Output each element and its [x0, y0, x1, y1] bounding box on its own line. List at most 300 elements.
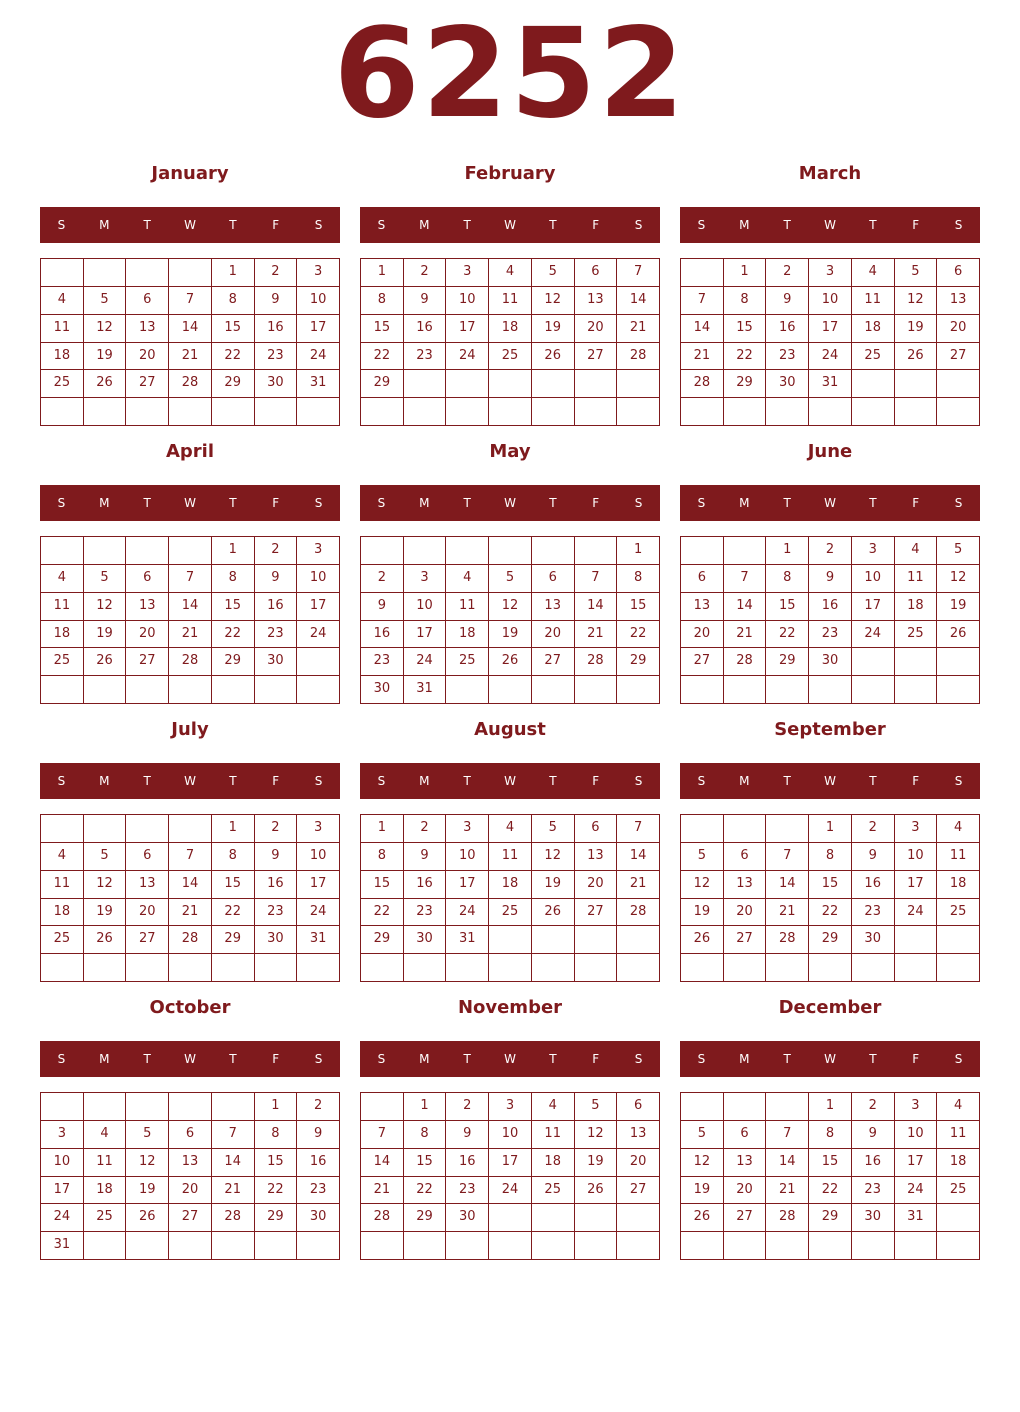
- weekday-label: M: [739, 774, 750, 788]
- day-cell: 22: [212, 621, 255, 649]
- day-cell: 26: [84, 370, 127, 398]
- day-cell: 12: [84, 593, 127, 621]
- day-cell: 20: [532, 621, 575, 649]
- empty-day-cell: [937, 648, 980, 676]
- day-cell: 14: [575, 593, 618, 621]
- day-cell: 4: [41, 287, 84, 315]
- day-cell: 3: [297, 537, 340, 565]
- weekday-label: T: [549, 496, 557, 510]
- empty-day-cell: [169, 398, 212, 426]
- day-cell: 8: [255, 1121, 298, 1149]
- day-cell: 30: [255, 926, 298, 954]
- empty-day-cell: [895, 1232, 938, 1260]
- day-cell: 11: [489, 843, 532, 871]
- day-cell: 22: [361, 899, 404, 927]
- day-cell: 21: [617, 871, 660, 899]
- weekday-label: T: [783, 496, 791, 510]
- day-cell: 10: [809, 287, 852, 315]
- weekday-label: F: [912, 218, 920, 232]
- day-cell: 22: [255, 1177, 298, 1205]
- day-cell: 10: [297, 287, 340, 315]
- day-cell: 7: [724, 565, 767, 593]
- empty-day-cell: [297, 1232, 340, 1260]
- empty-day-cell: [169, 815, 212, 843]
- empty-day-cell: [489, 537, 532, 565]
- day-cell: 28: [212, 1204, 255, 1232]
- empty-day-cell: [532, 537, 575, 565]
- weekday-header: [40, 1041, 340, 1077]
- day-cell: 2: [766, 259, 809, 287]
- day-cell: 25: [895, 621, 938, 649]
- empty-day-cell: [575, 926, 618, 954]
- empty-day-cell: [937, 1232, 980, 1260]
- empty-day-cell: [84, 259, 127, 287]
- day-cell: 18: [489, 315, 532, 343]
- empty-day-cell: [617, 1232, 660, 1260]
- day-cell: 17: [895, 871, 938, 899]
- weekday-label: S: [57, 774, 66, 788]
- day-cell: 29: [361, 926, 404, 954]
- day-cell: 23: [297, 1177, 340, 1205]
- empty-day-cell: [126, 259, 169, 287]
- day-cell: 16: [255, 315, 298, 343]
- month-name: May: [489, 441, 531, 462]
- weekday-header: [360, 1041, 660, 1077]
- empty-day-cell: [575, 1232, 618, 1260]
- weekday-label: F: [272, 774, 280, 788]
- day-cell: 26: [575, 1177, 618, 1205]
- weekday-label: M: [419, 1052, 430, 1066]
- weekday-label: S: [634, 1052, 643, 1066]
- day-cell: 2: [404, 259, 447, 287]
- weekday-label: W: [184, 218, 196, 232]
- empty-day-cell: [681, 537, 724, 565]
- weekday-label: F: [592, 774, 600, 788]
- day-cell: 9: [809, 565, 852, 593]
- empty-day-cell: [532, 954, 575, 982]
- day-cell: 1: [809, 1093, 852, 1121]
- day-cell: 5: [532, 259, 575, 287]
- empty-day-cell: [532, 1204, 575, 1232]
- day-cell: 25: [489, 343, 532, 371]
- day-cell: 1: [617, 537, 660, 565]
- empty-day-cell: [297, 676, 340, 704]
- day-cell: 17: [41, 1177, 84, 1205]
- weekday-label: S: [57, 1052, 66, 1066]
- weekday-header: [40, 207, 340, 243]
- empty-day-cell: [361, 398, 404, 426]
- empty-day-cell: [532, 398, 575, 426]
- weekday-label: T: [229, 218, 237, 232]
- day-cell: 18: [489, 871, 532, 899]
- day-cell: 16: [809, 593, 852, 621]
- day-cell: 12: [681, 871, 724, 899]
- empty-day-cell: [681, 954, 724, 982]
- month-name: June: [807, 441, 853, 462]
- weekday-label: S: [314, 774, 323, 788]
- day-cell: 4: [41, 843, 84, 871]
- day-cell: 17: [895, 1149, 938, 1177]
- empty-day-cell: [84, 1093, 127, 1121]
- day-cell: 24: [809, 343, 852, 371]
- weekday-label: M: [99, 1052, 110, 1066]
- day-cell: 4: [489, 815, 532, 843]
- day-cell: 28: [766, 926, 809, 954]
- day-cell: 3: [297, 815, 340, 843]
- empty-day-cell: [404, 370, 447, 398]
- day-cell: 23: [361, 648, 404, 676]
- weekday-label: S: [377, 496, 386, 510]
- weekday-label: T: [549, 218, 557, 232]
- day-cell: 26: [84, 648, 127, 676]
- empty-day-cell: [766, 954, 809, 982]
- weekday-header: [40, 485, 340, 521]
- day-cell: 11: [41, 871, 84, 899]
- empty-day-cell: [617, 954, 660, 982]
- day-grid: [40, 1092, 340, 1260]
- weekday-label: S: [57, 496, 66, 510]
- weekday-label: T: [783, 218, 791, 232]
- empty-day-cell: [212, 1093, 255, 1121]
- weekday-label: S: [954, 774, 963, 788]
- empty-day-cell: [809, 954, 852, 982]
- day-cell: 19: [84, 899, 127, 927]
- day-cell: 6: [532, 565, 575, 593]
- empty-day-cell: [575, 370, 618, 398]
- day-cell: 25: [446, 648, 489, 676]
- day-cell: 9: [361, 593, 404, 621]
- day-cell: 9: [255, 287, 298, 315]
- weekday-header: [680, 763, 980, 799]
- empty-day-cell: [532, 926, 575, 954]
- day-cell: 7: [681, 287, 724, 315]
- day-cell: 5: [532, 815, 575, 843]
- day-cell: 13: [126, 315, 169, 343]
- day-cell: 10: [446, 843, 489, 871]
- day-cell: 8: [617, 565, 660, 593]
- month-name: August: [474, 719, 546, 740]
- day-cell: 28: [575, 648, 618, 676]
- day-cell: 14: [617, 287, 660, 315]
- empty-day-cell: [766, 398, 809, 426]
- empty-day-cell: [446, 398, 489, 426]
- day-cell: 15: [361, 871, 404, 899]
- day-cell: 22: [724, 343, 767, 371]
- empty-day-cell: [361, 537, 404, 565]
- day-cell: 18: [84, 1177, 127, 1205]
- empty-day-cell: [852, 398, 895, 426]
- day-cell: 1: [361, 259, 404, 287]
- day-cell: 27: [575, 899, 618, 927]
- day-cell: 9: [255, 843, 298, 871]
- day-cell: 7: [575, 565, 618, 593]
- day-cell: 2: [809, 537, 852, 565]
- day-cell: 22: [212, 343, 255, 371]
- day-cell: 19: [84, 343, 127, 371]
- day-cell: 21: [169, 343, 212, 371]
- weekday-label: T: [463, 1052, 471, 1066]
- empty-day-cell: [809, 1232, 852, 1260]
- empty-day-cell: [895, 398, 938, 426]
- day-cell: 11: [937, 1121, 980, 1149]
- day-cell: 1: [809, 815, 852, 843]
- day-cell: 4: [84, 1121, 127, 1149]
- empty-day-cell: [84, 398, 127, 426]
- day-cell: 17: [404, 621, 447, 649]
- day-cell: 17: [297, 315, 340, 343]
- day-cell: 19: [575, 1149, 618, 1177]
- day-cell: 11: [852, 287, 895, 315]
- empty-day-cell: [937, 676, 980, 704]
- empty-day-cell: [532, 676, 575, 704]
- day-cell: 9: [404, 843, 447, 871]
- day-cell: 23: [255, 621, 298, 649]
- day-cell: 12: [84, 315, 127, 343]
- empty-day-cell: [724, 954, 767, 982]
- day-grid: [680, 1092, 980, 1260]
- day-cell: 30: [361, 676, 404, 704]
- day-cell: 27: [126, 648, 169, 676]
- day-cell: 31: [446, 926, 489, 954]
- day-cell: 25: [84, 1204, 127, 1232]
- day-grid: [360, 258, 660, 426]
- day-cell: 8: [766, 565, 809, 593]
- day-cell: 5: [126, 1121, 169, 1149]
- day-cell: 15: [617, 593, 660, 621]
- day-cell: 15: [361, 315, 404, 343]
- day-cell: 4: [489, 259, 532, 287]
- day-grid: [680, 536, 980, 704]
- empty-day-cell: [617, 370, 660, 398]
- day-cell: 21: [724, 621, 767, 649]
- weekday-label: M: [99, 218, 110, 232]
- weekday-label: S: [634, 774, 643, 788]
- empty-day-cell: [532, 1232, 575, 1260]
- day-cell: 1: [404, 1093, 447, 1121]
- day-cell: 6: [575, 259, 618, 287]
- day-grid: [680, 258, 980, 426]
- day-cell: 12: [84, 871, 127, 899]
- weekday-label: S: [377, 774, 386, 788]
- day-cell: 2: [852, 1093, 895, 1121]
- day-cell: 9: [404, 287, 447, 315]
- day-cell: 18: [41, 899, 84, 927]
- day-cell: 15: [212, 315, 255, 343]
- weekday-label: T: [143, 496, 151, 510]
- empty-day-cell: [724, 537, 767, 565]
- day-cell: 5: [895, 259, 938, 287]
- empty-day-cell: [169, 676, 212, 704]
- weekday-label: W: [504, 1052, 516, 1066]
- day-cell: 24: [895, 1177, 938, 1205]
- weekday-label: T: [463, 496, 471, 510]
- day-cell: 20: [126, 621, 169, 649]
- weekday-label: T: [229, 1052, 237, 1066]
- day-cell: 4: [937, 1093, 980, 1121]
- day-cell: 11: [446, 593, 489, 621]
- day-cell: 21: [766, 1177, 809, 1205]
- day-cell: 8: [809, 843, 852, 871]
- day-cell: 27: [937, 343, 980, 371]
- weekday-label: T: [869, 218, 877, 232]
- day-cell: 7: [212, 1121, 255, 1149]
- day-cell: 1: [212, 259, 255, 287]
- weekday-label: T: [143, 218, 151, 232]
- day-cell: 15: [404, 1149, 447, 1177]
- day-cell: 10: [489, 1121, 532, 1149]
- day-cell: 7: [169, 565, 212, 593]
- empty-day-cell: [575, 954, 618, 982]
- weekday-label: S: [634, 218, 643, 232]
- day-cell: 16: [361, 621, 404, 649]
- day-cell: 26: [84, 926, 127, 954]
- day-cell: 28: [681, 370, 724, 398]
- empty-day-cell: [41, 398, 84, 426]
- empty-day-cell: [255, 954, 298, 982]
- empty-day-cell: [41, 954, 84, 982]
- day-cell: 23: [255, 343, 298, 371]
- day-cell: 19: [681, 1177, 724, 1205]
- empty-day-cell: [852, 1232, 895, 1260]
- day-cell: 14: [681, 315, 724, 343]
- day-cell: 10: [852, 565, 895, 593]
- empty-day-cell: [255, 1232, 298, 1260]
- empty-day-cell: [937, 926, 980, 954]
- day-cell: 1: [724, 259, 767, 287]
- day-cell: 13: [617, 1121, 660, 1149]
- day-cell: 20: [575, 315, 618, 343]
- day-cell: 6: [617, 1093, 660, 1121]
- empty-day-cell: [84, 676, 127, 704]
- weekday-label: T: [869, 496, 877, 510]
- empty-day-cell: [766, 676, 809, 704]
- empty-day-cell: [575, 398, 618, 426]
- day-cell: 19: [895, 315, 938, 343]
- day-cell: 30: [297, 1204, 340, 1232]
- day-cell: 29: [809, 1204, 852, 1232]
- day-cell: 10: [297, 843, 340, 871]
- day-cell: 31: [297, 926, 340, 954]
- weekday-label: S: [377, 1052, 386, 1066]
- day-cell: 29: [766, 648, 809, 676]
- empty-day-cell: [489, 1232, 532, 1260]
- empty-day-cell: [212, 398, 255, 426]
- day-cell: 9: [766, 287, 809, 315]
- day-grid: [40, 814, 340, 982]
- weekday-label: W: [824, 774, 836, 788]
- day-cell: 13: [126, 593, 169, 621]
- empty-day-cell: [41, 1093, 84, 1121]
- day-cell: 20: [681, 621, 724, 649]
- day-cell: 9: [297, 1121, 340, 1149]
- weekday-label: T: [783, 774, 791, 788]
- day-cell: 17: [297, 593, 340, 621]
- day-cell: 29: [212, 926, 255, 954]
- day-cell: 17: [852, 593, 895, 621]
- day-cell: 19: [489, 621, 532, 649]
- day-cell: 10: [297, 565, 340, 593]
- day-cell: 9: [255, 565, 298, 593]
- day-cell: 22: [766, 621, 809, 649]
- empty-day-cell: [681, 1232, 724, 1260]
- day-cell: 2: [297, 1093, 340, 1121]
- day-cell: 10: [404, 593, 447, 621]
- empty-day-cell: [126, 537, 169, 565]
- empty-day-cell: [446, 954, 489, 982]
- empty-day-cell: [937, 1204, 980, 1232]
- weekday-header: [360, 763, 660, 799]
- day-cell: 12: [681, 1149, 724, 1177]
- day-cell: 27: [617, 1177, 660, 1205]
- day-cell: 27: [681, 648, 724, 676]
- empty-day-cell: [446, 537, 489, 565]
- empty-day-cell: [126, 815, 169, 843]
- empty-day-cell: [404, 537, 447, 565]
- empty-day-cell: [446, 1232, 489, 1260]
- day-cell: 22: [617, 621, 660, 649]
- day-cell: 28: [169, 926, 212, 954]
- weekday-label: S: [314, 218, 323, 232]
- weekday-label: F: [592, 496, 600, 510]
- day-cell: 13: [126, 871, 169, 899]
- empty-day-cell: [404, 954, 447, 982]
- day-cell: 13: [575, 287, 618, 315]
- day-cell: 18: [41, 343, 84, 371]
- day-cell: 6: [937, 259, 980, 287]
- day-cell: 16: [766, 315, 809, 343]
- day-cell: 26: [532, 899, 575, 927]
- day-cell: 24: [297, 899, 340, 927]
- day-cell: 4: [532, 1093, 575, 1121]
- day-cell: 26: [895, 343, 938, 371]
- day-grid: [680, 814, 980, 982]
- empty-day-cell: [84, 954, 127, 982]
- day-cell: 19: [532, 871, 575, 899]
- day-cell: 25: [532, 1177, 575, 1205]
- day-cell: 12: [937, 565, 980, 593]
- day-cell: 8: [212, 843, 255, 871]
- day-cell: 1: [212, 537, 255, 565]
- empty-day-cell: [617, 926, 660, 954]
- day-cell: 26: [532, 343, 575, 371]
- empty-day-cell: [41, 537, 84, 565]
- day-cell: 7: [766, 1121, 809, 1149]
- empty-day-cell: [852, 676, 895, 704]
- weekday-label: S: [954, 218, 963, 232]
- weekday-label: M: [419, 496, 430, 510]
- day-cell: 13: [724, 1149, 767, 1177]
- day-cell: 5: [681, 1121, 724, 1149]
- day-cell: 28: [617, 343, 660, 371]
- day-cell: 13: [724, 871, 767, 899]
- day-cell: 27: [169, 1204, 212, 1232]
- empty-day-cell: [404, 1232, 447, 1260]
- day-cell: 9: [852, 1121, 895, 1149]
- empty-day-cell: [895, 676, 938, 704]
- day-cell: 5: [937, 537, 980, 565]
- day-cell: 19: [681, 899, 724, 927]
- day-cell: 29: [724, 370, 767, 398]
- day-cell: 15: [809, 1149, 852, 1177]
- day-cell: 15: [212, 871, 255, 899]
- day-cell: 29: [361, 370, 404, 398]
- empty-day-cell: [681, 398, 724, 426]
- empty-day-cell: [852, 648, 895, 676]
- day-cell: 31: [809, 370, 852, 398]
- day-cell: 3: [489, 1093, 532, 1121]
- day-cell: 22: [212, 899, 255, 927]
- day-cell: 8: [724, 287, 767, 315]
